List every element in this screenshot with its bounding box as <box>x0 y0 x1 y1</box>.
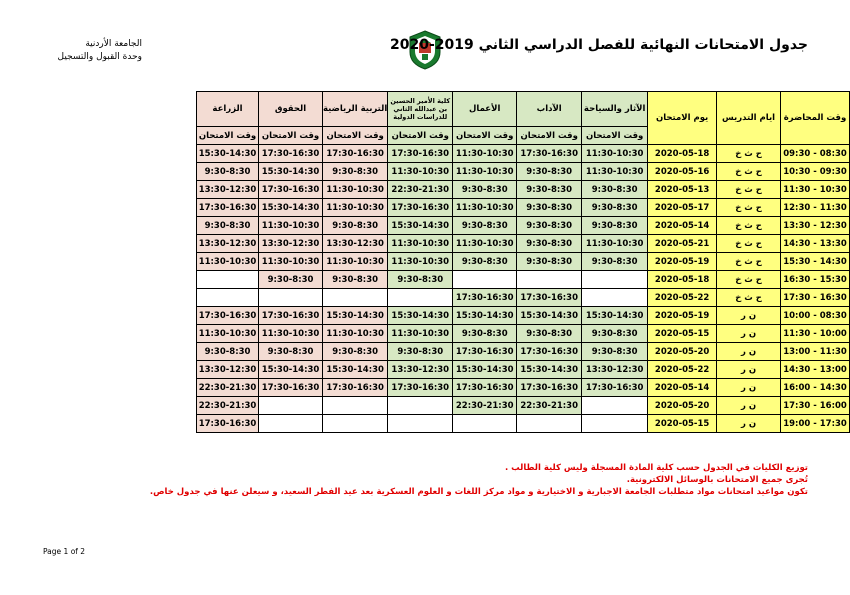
unit-name: وحدة القبول والتسجيل <box>57 52 142 62</box>
exam-time-cell: 17:30-16:30 <box>197 307 259 325</box>
exam-time-cell: 11:30-10:30 <box>388 163 453 181</box>
exam-time-cell: 9:30-8:30 <box>517 325 582 343</box>
exam-time-cell <box>259 397 323 415</box>
exam-time-cell: 17:30-16:30 <box>453 379 517 397</box>
header-exam-time: وقت الامتحان <box>453 127 517 145</box>
exam-time-cell: 17:30-16:30 <box>388 379 453 397</box>
exam-time-cell: 17:30-16:30 <box>453 343 517 361</box>
page-footer: Page 1 of 2 <box>43 547 86 556</box>
table-row <box>197 235 850 253</box>
lecture-time-cell: 09:30 - 10:30 <box>781 163 850 181</box>
exam-time-cell: 17:30-16:30 <box>517 289 582 307</box>
exam-date-cell: 2020-05-13 <box>648 181 717 199</box>
teaching-days-cell: ح ث خ <box>717 253 781 271</box>
exam-time-cell: 9:30-8:30 <box>388 271 453 289</box>
exam-time-cell: 9:30-8:30 <box>582 181 648 199</box>
table-row <box>197 145 850 163</box>
page-title: جدول الامتحانات النهائية للفصل الدراسي الثاني 2019-2020 <box>389 37 808 53</box>
teaching-days-cell: ح ث خ <box>717 217 781 235</box>
exam-time-cell: 9:30-8:30 <box>517 199 582 217</box>
exam-date-cell: 2020-05-20 <box>648 397 717 415</box>
teaching-days-cell: ح ث خ <box>717 181 781 199</box>
lecture-time-cell: 10:00 - 11:30 <box>781 325 850 343</box>
exam-time-cell: 22:30-21:30 <box>453 397 517 415</box>
exam-date-cell: 2020-05-18 <box>648 271 717 289</box>
exam-time-cell <box>197 289 259 307</box>
header-exam-time: وقت الامتحان <box>582 127 648 145</box>
exam-time-cell <box>197 271 259 289</box>
university-block <box>22 38 142 64</box>
lecture-time-cell: 16:00 - 17:30 <box>781 397 850 415</box>
exam-time-cell <box>453 271 517 289</box>
exam-time-cell: 15:30-14:30 <box>453 361 517 379</box>
exam-time-cell <box>323 397 388 415</box>
exam-time-cell: 17:30-16:30 <box>388 199 453 217</box>
exam-time-cell: 15:30-14:30 <box>259 163 323 181</box>
exam-time-cell: 22:30-21:30 <box>197 379 259 397</box>
header-exam-time: وقت الامتحان <box>517 127 582 145</box>
header-faculty: كلية الأمير الحسين بن عبدالله الثاني للدراسات الدولية <box>388 92 453 127</box>
exam-time-cell: 9:30-8:30 <box>517 235 582 253</box>
exam-time-cell: 13:30-12:30 <box>197 235 259 253</box>
exam-time-cell: 9:30-8:30 <box>323 271 388 289</box>
lecture-time-cell: 11:30 - 12:30 <box>781 199 850 217</box>
teaching-days-cell: ن ر <box>717 361 781 379</box>
table-row <box>197 343 850 361</box>
exam-time-cell <box>388 289 453 307</box>
exam-time-cell: 9:30-8:30 <box>323 163 388 181</box>
lecture-time-cell: 08:30 - 09:30 <box>781 145 850 163</box>
exam-time-cell: 17:30-16:30 <box>388 145 453 163</box>
exam-time-cell: 17:30-16:30 <box>517 145 582 163</box>
exam-date-cell: 2020-05-19 <box>648 253 717 271</box>
exam-date-cell: 2020-05-19 <box>648 307 717 325</box>
table-row <box>197 181 850 199</box>
exam-date-cell: 2020-05-22 <box>648 289 717 307</box>
lecture-time-cell: 13:30 - 14:30 <box>781 235 850 253</box>
exam-time-cell: 11:30-10:30 <box>323 253 388 271</box>
exam-time-cell <box>259 289 323 307</box>
header-exam-time: وقت الامتحان <box>197 127 259 145</box>
exam-date-cell: 2020-05-22 <box>648 361 717 379</box>
exam-date-cell: 2020-05-15 <box>648 325 717 343</box>
exam-time-cell: 9:30-8:30 <box>517 217 582 235</box>
exam-time-cell: 9:30-8:30 <box>323 343 388 361</box>
lecture-time-cell: 08:30 - 10:00 <box>781 307 850 325</box>
lecture-time-cell: 17:30 - 19:00 <box>781 415 850 433</box>
exam-time-cell: 17:30-16:30 <box>517 343 582 361</box>
exam-time-cell: 9:30-8:30 <box>582 325 648 343</box>
exam-time-cell: 17:30-16:30 <box>197 199 259 217</box>
exam-time-cell: 15:30-14:30 <box>323 307 388 325</box>
exam-time-cell: 11:30-10:30 <box>453 235 517 253</box>
teaching-days-cell: ن ر <box>717 325 781 343</box>
exam-time-cell: 17:30-16:30 <box>453 289 517 307</box>
exam-time-cell <box>582 271 648 289</box>
exam-time-cell: 9:30-8:30 <box>582 217 648 235</box>
exam-time-cell: 13:30-12:30 <box>259 235 323 253</box>
exam-time-cell: 15:30-14:30 <box>517 361 582 379</box>
exam-time-cell: 13:30-12:30 <box>323 235 388 253</box>
exam-time-cell <box>259 415 323 433</box>
table-row <box>197 325 850 343</box>
exam-time-cell: 15:30-14:30 <box>323 361 388 379</box>
exam-time-cell: 11:30-10:30 <box>388 253 453 271</box>
exam-time-cell: 13:30-12:30 <box>197 181 259 199</box>
exam-time-cell: 11:30-10:30 <box>582 235 648 253</box>
exam-time-cell: 15:30-14:30 <box>259 361 323 379</box>
exam-time-cell: 11:30-10:30 <box>323 325 388 343</box>
table-row <box>197 379 850 397</box>
exam-time-cell: 11:30-10:30 <box>197 253 259 271</box>
exam-time-cell <box>388 415 453 433</box>
table-row <box>197 271 850 289</box>
teaching-days-cell: ح ث خ <box>717 235 781 253</box>
exam-time-cell <box>517 271 582 289</box>
exam-time-cell: 9:30-8:30 <box>259 271 323 289</box>
exam-time-cell: 13:30-12:30 <box>388 361 453 379</box>
exam-time-cell: 22:30-21:30 <box>197 397 259 415</box>
exam-date-cell: 2020-05-17 <box>648 199 717 217</box>
exam-time-cell: 11:30-10:30 <box>259 217 323 235</box>
notes <box>150 462 808 498</box>
lecture-time-cell: 15:30 - 16:30 <box>781 271 850 289</box>
exam-time-cell: 17:30-16:30 <box>259 307 323 325</box>
table-row <box>197 163 850 181</box>
exam-time-cell: 9:30-8:30 <box>197 343 259 361</box>
exam-time-cell: 13:30-12:30 <box>582 361 648 379</box>
exam-time-cell: 17:30-16:30 <box>582 379 648 397</box>
header-exam-day: يوم الامتحان <box>648 92 717 145</box>
exam-time-cell: 9:30-8:30 <box>453 181 517 199</box>
exam-time-cell: 17:30-16:30 <box>259 181 323 199</box>
exam-time-cell <box>323 289 388 307</box>
header-faculty: الأعمال <box>453 92 517 127</box>
exam-time-cell <box>517 415 582 433</box>
exam-time-cell: 9:30-8:30 <box>582 199 648 217</box>
note-1: توزيع الكليات في الجدول حسب كلية المادة المسجلة وليس كلية الطالب . <box>504 463 808 473</box>
exam-time-cell <box>582 397 648 415</box>
lecture-time-cell: 14:30 - 16:00 <box>781 379 850 397</box>
exam-time-cell: 15:30-14:30 <box>453 307 517 325</box>
note-2: تُجرى جميع الامتحانات بالوسائل الالكترونية. <box>626 475 808 485</box>
exam-time-cell: 9:30-8:30 <box>259 343 323 361</box>
exam-time-cell: 9:30-8:30 <box>453 253 517 271</box>
lecture-time-cell: 14:30 - 15:30 <box>781 253 850 271</box>
lecture-time-cell: 16:30 - 17:30 <box>781 289 850 307</box>
table-row <box>197 361 850 379</box>
exam-time-cell: 11:30-10:30 <box>582 163 648 181</box>
exam-time-cell <box>582 415 648 433</box>
exam-time-cell: 22:30-21:30 <box>517 397 582 415</box>
exam-time-cell: 11:30-10:30 <box>323 181 388 199</box>
exam-time-cell <box>388 397 453 415</box>
header-faculty: الآداب <box>517 92 582 127</box>
exam-time-cell: 9:30-8:30 <box>453 325 517 343</box>
exam-time-cell: 11:30-10:30 <box>388 235 453 253</box>
exam-date-cell: 2020-05-14 <box>648 379 717 397</box>
teaching-days-cell: ن ر <box>717 397 781 415</box>
header-exam-time: وقت الامتحان <box>388 127 453 145</box>
teaching-days-cell: ح ث خ <box>717 271 781 289</box>
header-faculty: التربية الرياضية <box>323 92 388 127</box>
exam-time-cell: 11:30-10:30 <box>453 199 517 217</box>
exam-time-cell <box>453 415 517 433</box>
teaching-days-cell: ن ر <box>717 379 781 397</box>
exam-time-cell: 22:30-21:30 <box>388 181 453 199</box>
exam-time-cell: 17:30-16:30 <box>323 145 388 163</box>
exam-time-cell: 15:30-14:30 <box>517 307 582 325</box>
header-exam-time: وقت الامتحان <box>259 127 323 145</box>
exam-time-cell: 11:30-10:30 <box>582 145 648 163</box>
header-teaching-days: ايام التدريس <box>717 92 781 145</box>
lecture-time-cell: 10:30 - 11:30 <box>781 181 850 199</box>
exam-time-cell: 15:30-14:30 <box>388 217 453 235</box>
exam-date-cell: 2020-05-20 <box>648 343 717 361</box>
exam-time-cell: 9:30-8:30 <box>453 217 517 235</box>
exam-date-cell: 2020-05-21 <box>648 235 717 253</box>
teaching-days-cell: ح ث خ <box>717 289 781 307</box>
exam-time-cell: 17:30-16:30 <box>323 379 388 397</box>
table-row <box>197 217 850 235</box>
teaching-days-cell: ح ث خ <box>717 145 781 163</box>
exam-time-cell: 15:30-14:30 <box>582 307 648 325</box>
exam-time-cell: 11:30-10:30 <box>388 325 453 343</box>
table-row <box>197 289 850 307</box>
table-row <box>197 307 850 325</box>
lecture-time-cell: 12:30 - 13:30 <box>781 217 850 235</box>
teaching-days-cell: ح ث خ <box>717 163 781 181</box>
exam-time-cell: 17:30-16:30 <box>259 379 323 397</box>
university-name: الجامعة الأردنية <box>85 39 142 49</box>
exam-time-cell: 9:30-8:30 <box>517 181 582 199</box>
exam-time-cell: 15:30-14:30 <box>197 145 259 163</box>
table-row <box>197 253 850 271</box>
header-faculty: الآثار والسياحة <box>582 92 648 127</box>
exam-time-cell: 13:30-12:30 <box>197 361 259 379</box>
note-3: تكون مواعيد امتحانات مواد متطلبات الجامعة الاجبارية و الاختيارية و مواد مركز اللغات و العلوم العسكرية بعد عيد الفطر السعيد، و سيعلن عنها في جدول خاص. <box>149 487 808 497</box>
teaching-days-cell: ح ث خ <box>717 199 781 217</box>
exam-time-cell: 17:30-16:30 <box>517 379 582 397</box>
lecture-time-cell: 11:30 - 13:00 <box>781 343 850 361</box>
exam-time-cell: 9:30-8:30 <box>388 343 453 361</box>
exam-time-cell: 9:30-8:30 <box>323 217 388 235</box>
header-lecture-time: وقت المحاضرة <box>781 92 850 145</box>
exam-time-cell: 9:30-8:30 <box>582 343 648 361</box>
lecture-time-cell: 13:00 - 14:30 <box>781 361 850 379</box>
exam-time-cell: 11:30-10:30 <box>259 253 323 271</box>
exam-time-cell <box>582 289 648 307</box>
exam-date-cell: 2020-05-18 <box>648 145 717 163</box>
exam-time-cell: 9:30-8:30 <box>197 217 259 235</box>
exam-time-cell: 9:30-8:30 <box>582 253 648 271</box>
teaching-days-cell: ن ر <box>717 307 781 325</box>
table-row <box>197 199 850 217</box>
exam-time-cell: 9:30-8:30 <box>517 253 582 271</box>
exam-time-cell: 9:30-8:30 <box>197 163 259 181</box>
header-faculty: الحقوق <box>259 92 323 127</box>
exam-time-cell: 15:30-14:30 <box>388 307 453 325</box>
teaching-days-cell: ن ر <box>717 415 781 433</box>
exam-time-cell: 17:30-16:30 <box>259 145 323 163</box>
exam-date-cell: 2020-05-15 <box>648 415 717 433</box>
table-row <box>197 397 850 415</box>
header-faculty: الزراعة <box>197 92 259 127</box>
exam-time-cell: 11:30-10:30 <box>259 325 323 343</box>
exam-time-cell: 11:30-10:30 <box>453 145 517 163</box>
exam-time-cell: 17:30-16:30 <box>197 415 259 433</box>
exam-time-cell: 9:30-8:30 <box>517 163 582 181</box>
exam-time-cell <box>323 415 388 433</box>
exam-time-cell: 11:30-10:30 <box>323 199 388 217</box>
exam-schedule-table <box>196 91 850 433</box>
exam-date-cell: 2020-05-14 <box>648 217 717 235</box>
exam-time-cell: 15:30-14:30 <box>259 199 323 217</box>
teaching-days-cell: ن ر <box>717 343 781 361</box>
table-row <box>197 415 850 433</box>
exam-time-cell: 11:30-10:30 <box>197 325 259 343</box>
header-exam-time: وقت الامتحان <box>323 127 388 145</box>
exam-time-cell: 11:30-10:30 <box>453 163 517 181</box>
exam-date-cell: 2020-05-16 <box>648 163 717 181</box>
